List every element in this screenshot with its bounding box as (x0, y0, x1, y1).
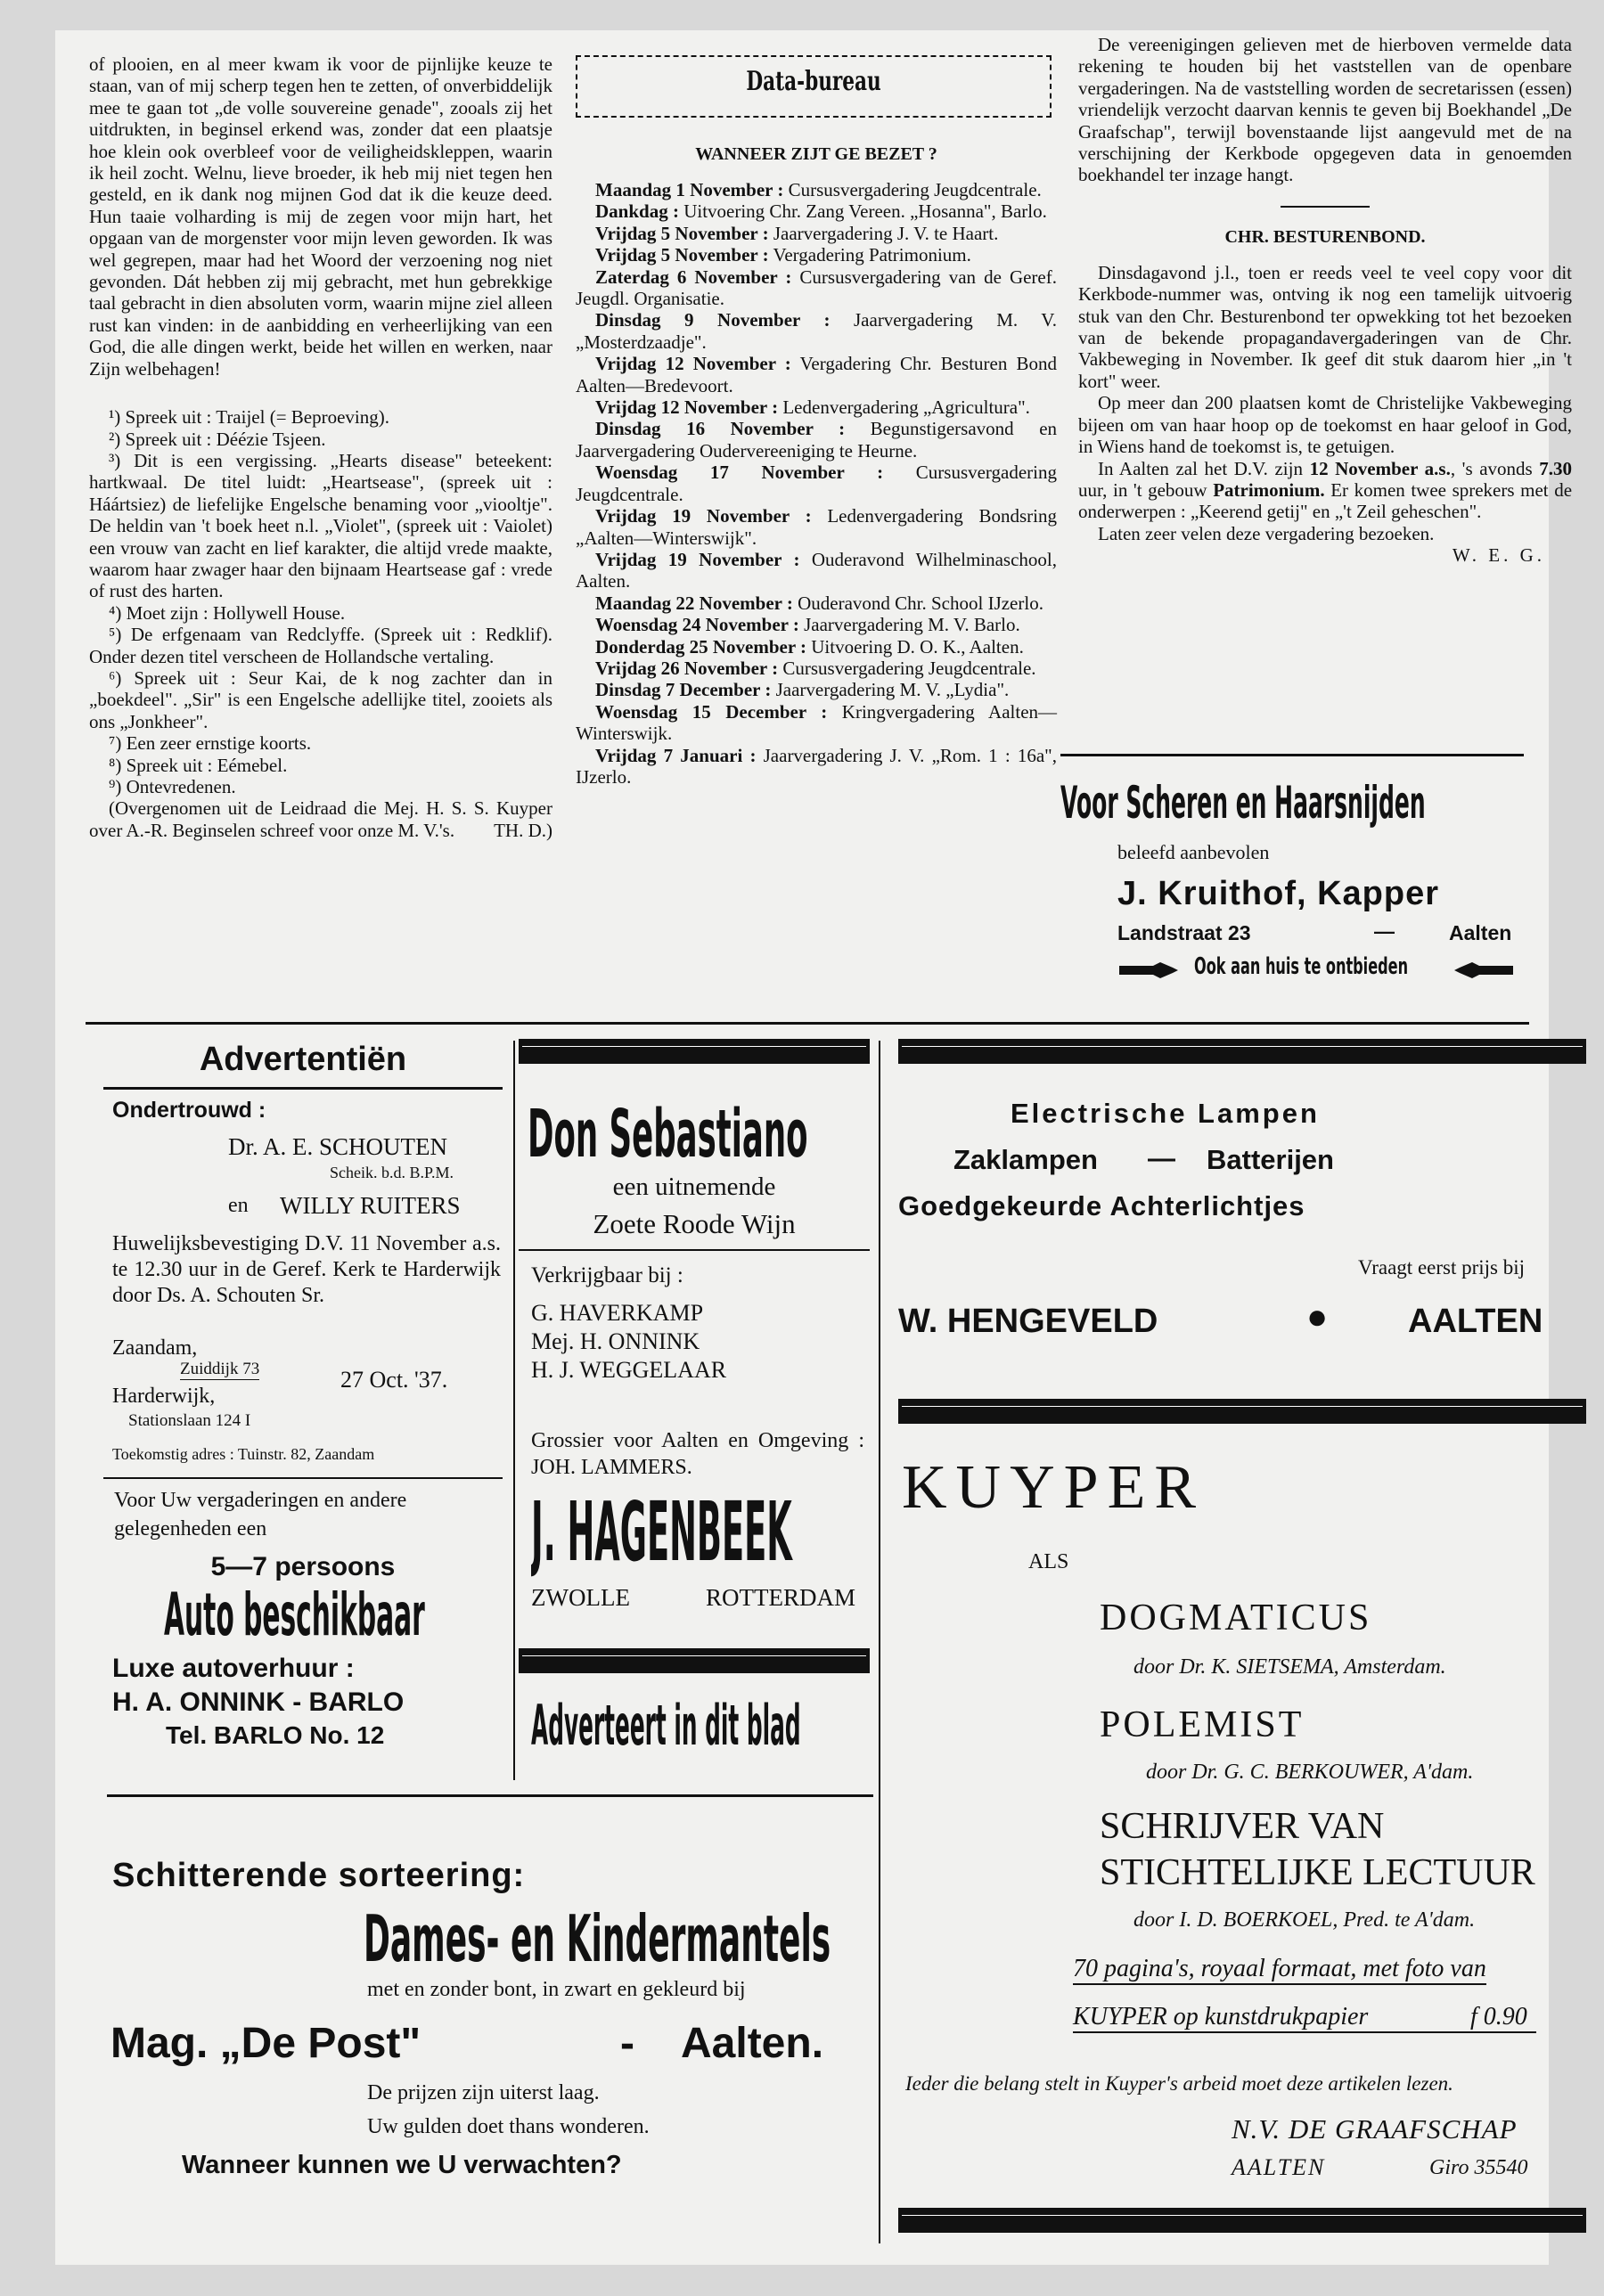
data-bureau-entry (576, 592, 1057, 614)
data-bureau-entry (576, 679, 1057, 700)
auto-headline: Auto beschikbaar (164, 1581, 425, 1649)
data-bureau-entry (576, 701, 1057, 745)
data-bureau-entry (576, 549, 1057, 592)
entry-date: Dankdag : (595, 200, 679, 223)
data-bureau-heading: WANNEER ZIJT GE BEZET ? (695, 144, 937, 164)
column-1 (89, 53, 552, 842)
data-bureau-entry (576, 309, 1057, 353)
mantels-dash: - (620, 2020, 634, 2067)
kruithof-dash: — (1374, 919, 1395, 943)
entry-text: Jaarvergadering J. V. te Haart. (773, 222, 999, 244)
kruithof-sub: beleefd aanbevolen (1117, 841, 1270, 863)
kuyper-giro: Giro 35540 (1429, 2156, 1528, 2179)
kuyper-price: f 0.90 (1470, 2003, 1527, 2030)
entry-date: Vrijdag 12 November : (595, 396, 779, 419)
entry-date: Dinsdag 16 November : (595, 418, 846, 440)
pointing-hand-right-icon (1117, 962, 1180, 976)
ondertrouwd-label: Ondertrouwd : (112, 1098, 266, 1123)
entry-text: Ledenvergadering „Agricultura". (782, 396, 1030, 419)
groom-name: Dr. A. E. SCHOUTEN (228, 1133, 448, 1160)
data-bureau-entry (576, 353, 1057, 396)
hengeveld-item-1: Electrische Lampen (1011, 1098, 1320, 1129)
footnote-3: ³) Dit is een vergissing. „Hearts disease" beteekent: hartkwaal. De titel luidt: „Heartsease", (spreek uit : Háártsiez) de liefelijke Engelsche benaming voor „viooltje". De heldin van 't boek heet n.l. „Violet", (spreek uit : Vaiolet) een vrouw van zacht en lief karakter, die altijd vrede maakte, waarom haar zwager haar den bijnaam Heartsease gaf : vrede of rust des harten. (89, 449, 552, 602)
entry-date: Vrijdag 19 November : (595, 548, 800, 570)
city-1: Zaandam, (112, 1336, 198, 1360)
city-2: Harderwijk, (112, 1385, 216, 1408)
mantels-line-5: Wanneer kunnen we U verwachten? (182, 2151, 622, 2179)
hengeveld-name: W. HENGEVELD (898, 1303, 1158, 1340)
ceremony-text: Huwelijksbevestiging D.V. 11 November a.s. te 12.30 uur in de Geref. Kerk te Harderwijk door Ds. A. Schouten Sr. (112, 1232, 501, 1307)
besturenbond-body-4: Laten zeer velen deze vergadering bezoeken. (1098, 522, 1435, 544)
wine-brand: J. HAGENBEEK (531, 1484, 792, 1580)
future-address: Toekomstig adres : Tuinstr. 82, Zaandam (112, 1445, 375, 1463)
divider-vertical-1 (513, 1041, 515, 1780)
hengeveld-item-4: Goedgekeurde Achterlichtjes (898, 1190, 1305, 1222)
kruithof-headline: Voor Scheren en Haarsnijden (1060, 777, 1426, 829)
kuyper-als: ALS (1028, 1550, 1069, 1573)
data-bureau-entry (576, 505, 1057, 549)
entry-text: Uitvoering D. O. K., Aalten. (811, 635, 1024, 658)
wine-available: Verkrijgbaar bij : (531, 1263, 683, 1287)
wine-headline: Don Sebastiano (528, 1096, 808, 1173)
kruithof-street: Landstraat 23 (1117, 921, 1251, 944)
mantels-line-3: De prijzen zijn uiterst laag. (367, 2081, 600, 2104)
kuyper-by-3: door I. D. BOERKOEL, Pred. te A'dam. (1133, 1908, 1476, 1932)
seller-2: Mej. H. ONNINK (531, 1328, 700, 1354)
footnote-4: ⁴) Moet zijn : Hollywell House. (109, 601, 346, 624)
kuyper-note: Ieder die belang stelt in Kuyper's arbeid moet deze artikelen lezen. (905, 2072, 1453, 2095)
entry-text: Cursusvergadering Jeugdcentrale. (576, 462, 1058, 505)
data-bureau-list (576, 179, 1057, 788)
advertentien-title: Advertentiën (199, 1041, 407, 1078)
entry-date: Vrijdag 5 November : (595, 222, 769, 244)
mantels-headline: Dames- en Kindermantels (364, 1901, 831, 1976)
data-bureau-entry (576, 745, 1057, 788)
entry-text: Jaarvergadering M. V. Barlo. (804, 614, 1020, 636)
entry-date: Woensdag 24 November : (595, 614, 799, 636)
besturenbond-body-1: Dinsdagavond j.l., toen er reeds veel te veel copy voor dit Kerkbode-nummer was, ontving ik nog een tamelijk uitvoerig stuk van den Chr. Besturenbond ter opwekking tot het bezoeken van de bekende propagandavergaderingen van de Chr. Vakbeweging in November. Ik geef dit stuk daarom hier „in 't kort" weer. (1078, 261, 1572, 392)
wine-wholesale: Grossier voor Aalten en Omgeving : JOH. LAMMERS. (531, 1429, 864, 1479)
bride-name: WILLY RUITERS (280, 1192, 461, 1219)
entry-text: Kringvergadering Aalten—Winterswijk. (576, 700, 1058, 745)
wine-line-1: een uitnemende (612, 1173, 776, 1201)
data-bureau-entry (576, 200, 1057, 222)
divider-vertical-2 (879, 1041, 880, 2243)
footnote-5: ⁵) De erfgenaam van Redclyffe. (Spreek uit : Redklif). Onder dezen titel verscheen de Hollandsche vertaling. (89, 624, 552, 667)
divider (1281, 206, 1370, 208)
signature: TH. D.) (494, 820, 552, 842)
wine-sellers (531, 1299, 726, 1385)
pointing-hand-left-icon (1453, 962, 1515, 976)
besturenbond-heading: CHR. BESTURENBOND. (1224, 226, 1426, 247)
hengeveld-item-2: Zaklampen (953, 1144, 1098, 1175)
kuyper-title: KUYPER (902, 1453, 1206, 1522)
mantels-store: Mag. „De Post" (110, 2020, 421, 2067)
auto-name: H. A. ONNINK - BARLO (112, 1687, 405, 1717)
data-bureau-entry (576, 418, 1057, 462)
footnote-closing: (Overgenomen uit de Leidraad die Mej. H. S. S. Kuyper over A.-R. Beginselen schreef voor onze M. V.'s. (89, 797, 552, 841)
entry-text: Jaarvergadering M. V. „Mosterdzaadje". (576, 309, 1057, 353)
kruithof-name: J. Kruithof, Kapper (1117, 875, 1440, 912)
entry-date: Donderdag 25 November : (595, 635, 807, 658)
kruithof-home: Ook aan huis te ontbieden (1194, 953, 1409, 980)
entry-text: Vergadering Chr. Besturen Bond Aalten—Bredevoort. (576, 353, 1058, 396)
entry-date: Vrijdag 7 Januari : (595, 744, 757, 766)
column-2 (576, 55, 1057, 788)
kuyper-by-1: door Dr. K. SIETSEMA, Amsterdam. (1133, 1655, 1446, 1679)
hengeveld-dash: — (1148, 1142, 1175, 1173)
data-bureau-entry (576, 658, 1057, 679)
entry-text: Ouderavond Chr. School IJzerlo. (798, 592, 1043, 614)
bullet-icon: ● (1306, 1297, 1329, 1336)
column-3 (1078, 34, 1572, 567)
kuyper-by-2: door Dr. G. C. BERKOUWER, A'dam. (1146, 1761, 1474, 1784)
kuyper-town: AALTEN (1232, 2154, 1326, 2180)
and-label: en (228, 1194, 249, 1217)
kuyper-role-2: POLEMIST (1100, 1704, 1305, 1745)
ad-advertentien (103, 1041, 503, 1789)
besturenbond-signature: W. E. G. (1452, 544, 1545, 567)
entry-date: Woensdag 15 December : (595, 700, 828, 723)
entry-date: Woensdag 17 November : (595, 462, 884, 484)
entry-date: Maandag 22 November : (595, 592, 793, 614)
groom-sub: Scheik. b.d. B.P.M. (330, 1164, 454, 1181)
ad-don-sebastiano (519, 1039, 870, 1787)
data-bureau-entry (576, 179, 1057, 200)
entry-text: Jaarvergadering J. V. „Rom. 1 : 16a", IJzerlo. (576, 744, 1057, 788)
address-2: Stationslaan 124 I (128, 1411, 251, 1430)
seller-1: G. HAVERKAMP (531, 1300, 704, 1326)
data-bureau-entry (576, 462, 1057, 505)
kruithof-town: Aalten (1449, 921, 1512, 944)
mantels-line-1: Schitterende sorteering: (112, 1857, 526, 1894)
entry-date: Zaterdag 6 November : (595, 266, 792, 288)
wine-city-2: ROTTERDAM (706, 1584, 855, 1611)
entry-text: Vergadering Patrimonium. (773, 244, 971, 266)
ad-kruithof (1060, 754, 1524, 1005)
auto-intro: Voor Uw vergaderingen en andere gelegenheden een (114, 1489, 407, 1540)
auto-persons: 5—7 persoons (210, 1552, 396, 1581)
kuyper-publisher: N.V. DE GRAAFSCHAP (1232, 2113, 1518, 2145)
footnote-9: ⁹) Ontevredenen. (109, 776, 236, 797)
footnote-1: ¹) Spreek uit : Traijel (= Beproeving). (109, 406, 390, 429)
mantels-town: Aalten. (681, 2020, 824, 2067)
entry-date: Maandag 1 November : (595, 179, 784, 200)
ad-hengeveld (898, 1039, 1588, 1360)
entry-date: Vrijdag 26 November : (595, 657, 779, 679)
mantels-line-2: met en zonder bont, in zwart en gekleurd bij (367, 1978, 746, 2001)
footnote-7: ⁷) Een zeer ernstige koorts. (109, 732, 312, 755)
entry-date: Vrijdag 5 November : (595, 244, 769, 266)
data-bureau-entry (576, 614, 1057, 635)
black-bar (898, 1399, 1586, 1424)
entry-text: Cursusvergadering van de Geref. Jeugdl. Organisatie. (576, 266, 1057, 310)
seller-3: H. J. WEGGELAAR (531, 1357, 727, 1383)
besturenbond-body-2: Op meer dan 200 plaatsen komt de Christelijke Vakbeweging bijeen om van haar hoop op de toekomst en haar geloof in God, in Wiens hand de toekomst is, te getuigen. (1078, 392, 1572, 458)
entry-date: Vrijdag 12 November : (595, 353, 791, 375)
footnote-2: ²) Spreek uit : Déézie Tsjeen. (109, 428, 326, 450)
wine-line-2: Zoete Roode Wijn (593, 1208, 796, 1239)
kuyper-role-3b: STICHTELIJKE LECTUUR (1100, 1852, 1535, 1893)
entry-date: Dinsdag 7 December : (595, 679, 772, 701)
entry-text: Ledenvergadering Bondsring „Aalten—Winterswijk". (576, 505, 1057, 549)
besturenbond-body-3: In Aalten zal het D.V. zijn 12 November a.s., 's avonds 7.30 uur, in 't gebouw Patrimonium. Er komen twee sprekers met de onderwerpen : „Keerend getij" en „'t Zeil geheschen". (1078, 457, 1573, 523)
wine-city-1: ZWOLLE (531, 1584, 630, 1611)
footnote-6: ⁶) Spreek uit : Seur Kai, de k nog zachter dan in „boekdeel". „Sir" is een Engelsche adellijke titel, zooiets als ons „Jonkheer". (89, 666, 552, 732)
date-text: 27 Oct. '37. (340, 1367, 448, 1393)
entry-text: Begunstigersavond en Jaarvergadering Oudervereeniging te Heurne. (576, 418, 1058, 462)
hengeveld-ask: Vraagt eerst prijs bij (1358, 1256, 1526, 1279)
black-bar (519, 1648, 870, 1673)
mantels-line-4: Uw gulden doet thans wonderen. (367, 2115, 650, 2138)
ad-kuyper (898, 1367, 1588, 2249)
data-bureau-entry (576, 244, 1057, 266)
kuyper-role-1: DOGMATICUS (1100, 1597, 1372, 1638)
entry-text: Uitvoering Chr. Zang Vereen. „Hosanna", Barlo. (683, 200, 1047, 223)
kuyper-format-1: 70 pagina's, royaal formaat, met foto van (1073, 1955, 1486, 1985)
data-bureau-entry (576, 266, 1057, 310)
advertise-cta: Adverteert in dit blad (531, 1693, 801, 1758)
entry-date: Dinsdag 9 November : (595, 309, 831, 331)
hengeveld-town: AALTEN (1408, 1303, 1543, 1340)
black-bar (519, 1039, 870, 1064)
kuyper-format-2: KUYPER op kunstdrukpapier (1073, 2003, 1536, 2033)
address-1: Zuiddijk 73 (180, 1360, 260, 1378)
entry-text: Cursusvergadering Jeugdcentrale. (782, 657, 1036, 679)
data-bureau-box (576, 55, 1057, 114)
ad-mantels (107, 1794, 873, 2204)
entry-text: Cursusvergadering Jeugdcentrale. (788, 179, 1042, 200)
entry-text: Jaarvergadering M. V. „Lydia". (775, 679, 1010, 701)
kuyper-role-3a: SCHRIJVER VAN (1100, 1806, 1385, 1847)
entry-text: Ouderavond Wilhelminaschool, Aalten. (576, 548, 1058, 592)
hengeveld-item-3: Batterijen (1207, 1144, 1334, 1175)
article-paragraph: of plooien, en al meer kwam ik voor de pijnlijke keuze te staan, van of mij scherp tegen hen te zetten, of onverbiddelijk mee te gaan tot „de volle souvereine genade", zooals zij het uitdrukten, in beginsel erkend was, zonder dat een plaatsje hoe klein ook overbleef voor de veiligheidskleppen, waarin ik heil zocht. Welnu, lieve broeder, ik heb mij niet tegen hen gesteld, en ik dank nog mijnen God dat ik die keuze deed. Hun taaie volharding is mij de zegen voor mijn hart, het opgaan van de morgenster voor mijn leven geworden. Ik was wel gegrepen, maar had het Woord der verzoening nog niet gevonden. Dát hebben zij mij gebracht, met hun gebrekkige taal gebracht in dien absoluten vorm, waarin mijne ziel alleen rust kan vinden: in de aanbidding en verheerlijking van een God, die alle dingen werkt, beide het willen en werken, naar Zijn welbehagen! (89, 53, 552, 380)
newspaper-page (55, 30, 1573, 2265)
entry-date: Vrijdag 19 November : (595, 505, 812, 527)
data-bureau-entry (576, 223, 1057, 244)
data-bureau-intro: De vereenigingen gelieven met de hierboven vermelde data rekening te houden bij het vaststellen van de openbare vergaderingen. Na de vaststelling worden de secretarissen (essen) vriendelijk verzocht daarvan kennis te geven bij Boekhandel „De Graafschap", terwijl bovenstaande lijst aangevuld met de na verschijning der Kerkbode opgegeven data in genoemden boekhandel ter inzage hangt. (1078, 34, 1572, 186)
section-rule (86, 1022, 1529, 1025)
auto-tel: Tel. BARLO No. 12 (166, 1721, 385, 1749)
auto-luxe: Luxe autoverhuur : (112, 1654, 355, 1683)
footnotes (89, 406, 552, 842)
black-bar (898, 1039, 1586, 1064)
data-bureau-title: Data-bureau (746, 66, 881, 97)
data-bureau-entry (576, 636, 1057, 658)
data-bureau-entry (576, 396, 1057, 418)
footnote-8: ⁸) Spreek uit : Eémebel. (109, 754, 288, 776)
black-bar (898, 2208, 1586, 2233)
